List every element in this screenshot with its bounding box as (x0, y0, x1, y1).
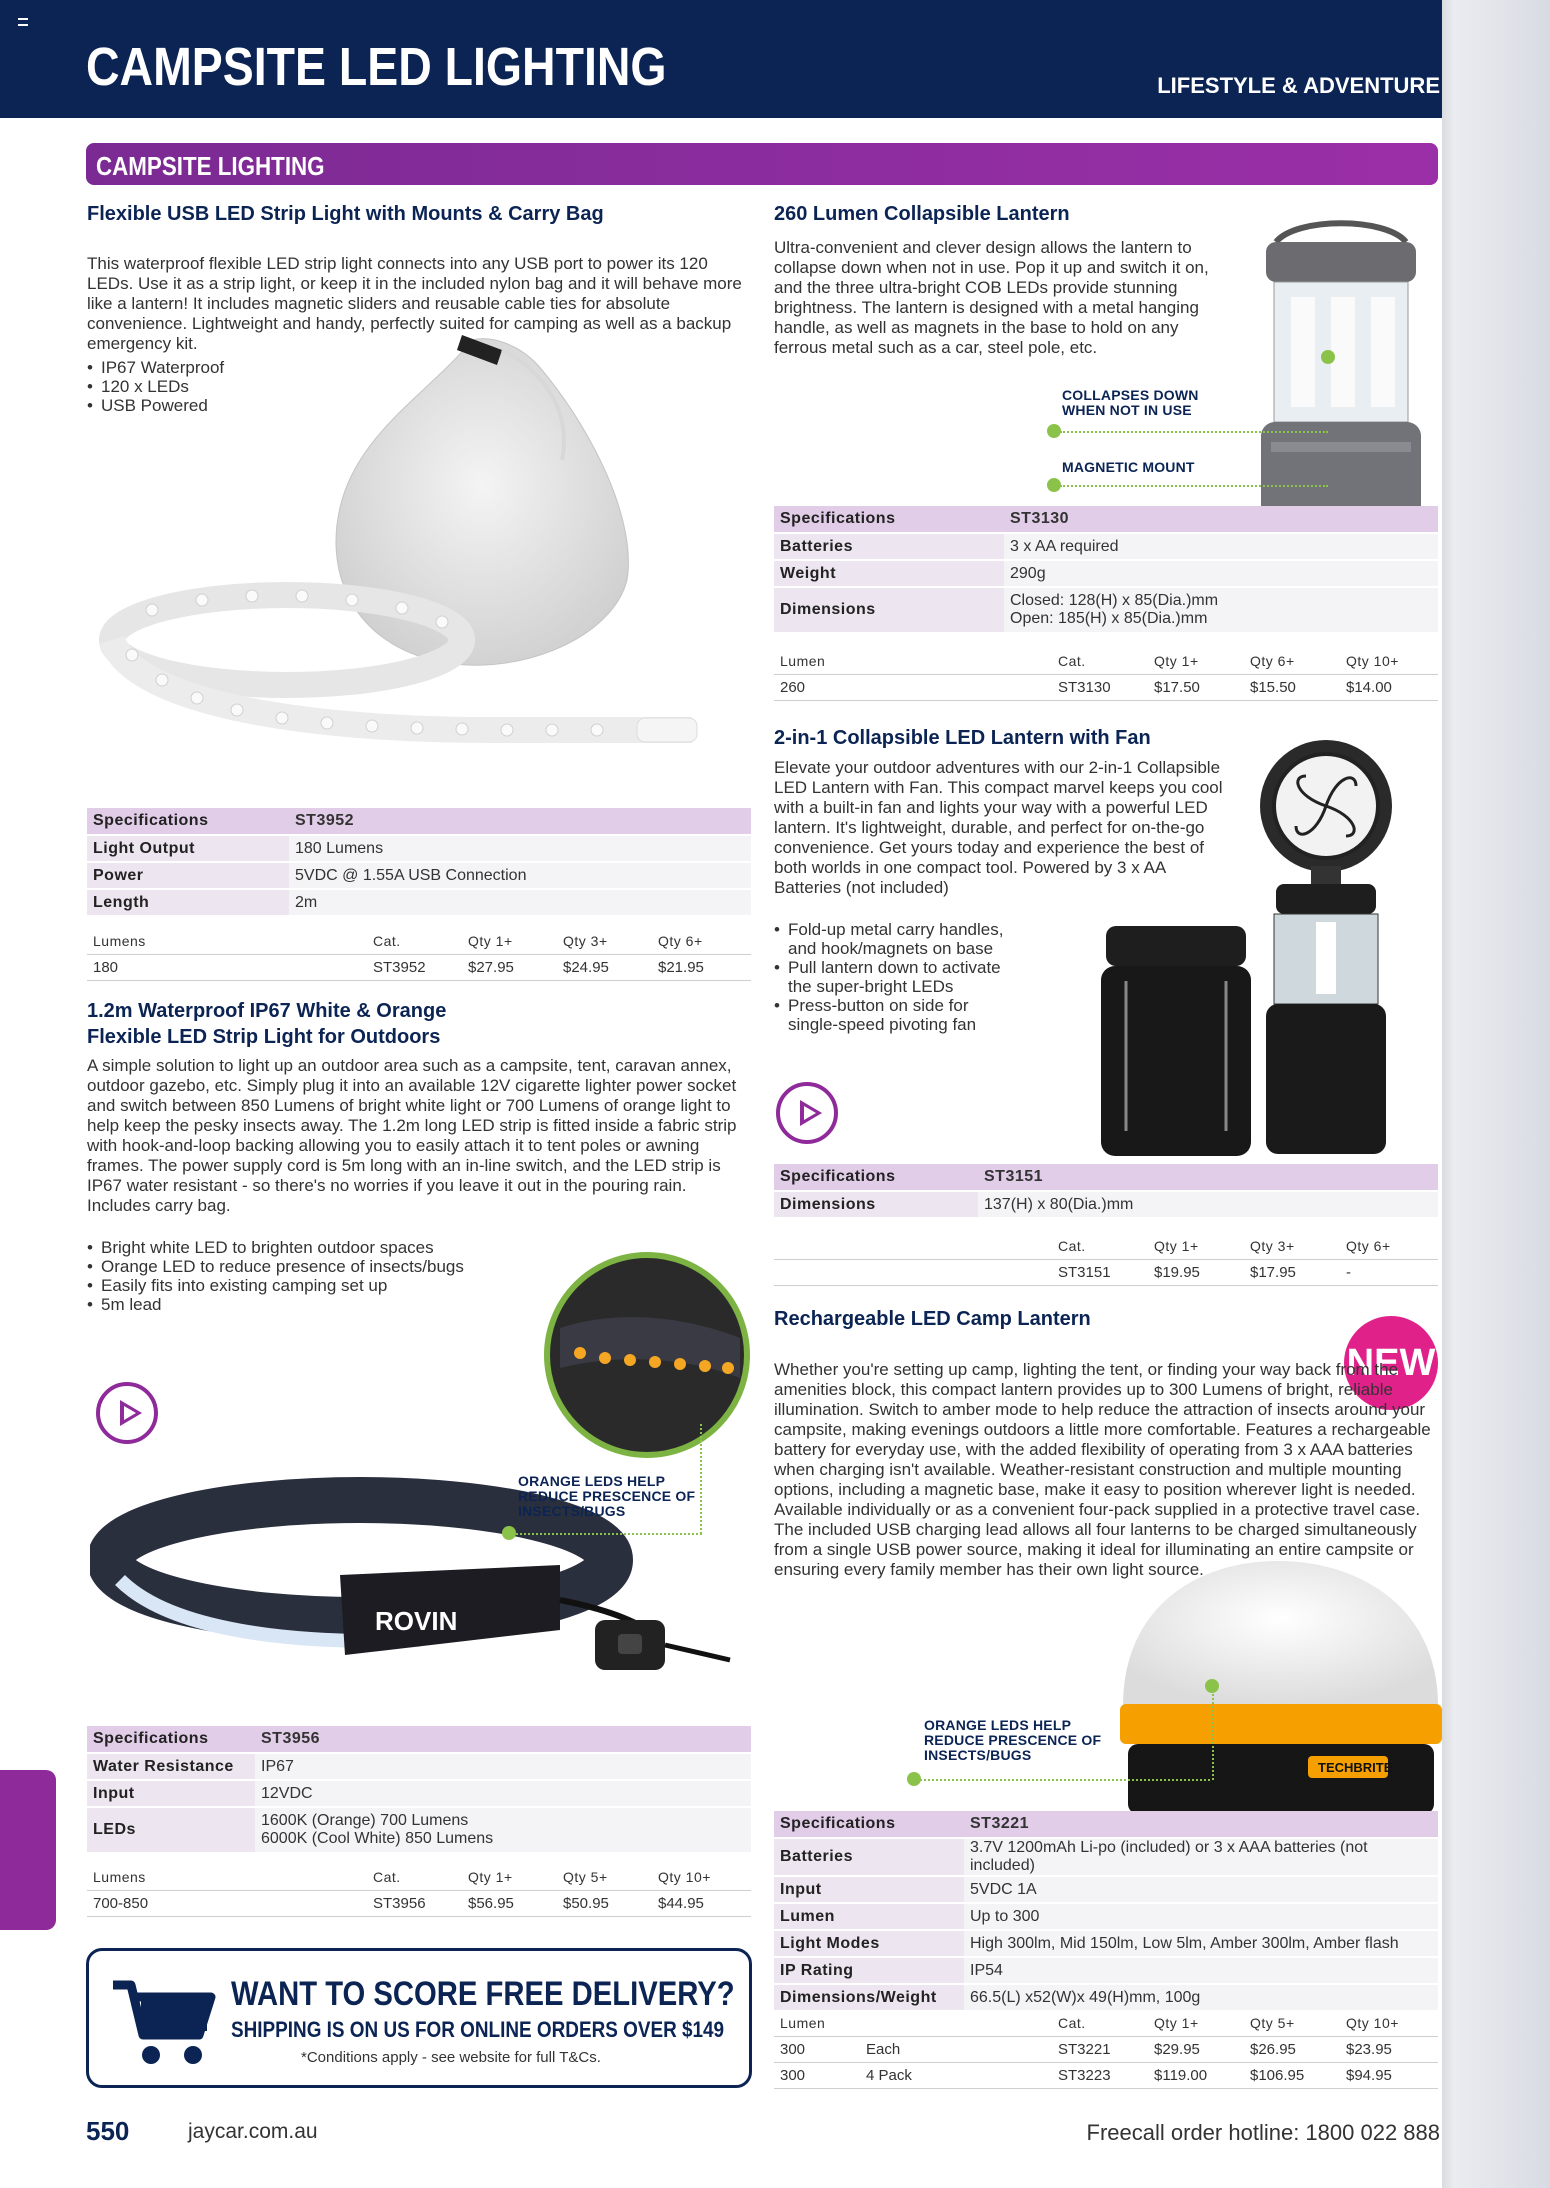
spec-header: Specifications (87, 808, 289, 835)
product-title: 2-in-1 Collapsible LED Lantern with Fan (774, 727, 1151, 749)
new-badge: NEW (1344, 1316, 1438, 1410)
price-header: Qty 10+ (652, 1864, 751, 1890)
product-title-line2: Flexible LED Strip Light for Outdoors (87, 1026, 441, 1048)
category-banner-label: CAMPSITE LIGHTING (96, 151, 325, 181)
spec-value: 3 x AA required (1004, 533, 1438, 560)
price-cell: $21.95 (652, 954, 751, 980)
price-header: Qty 6+ (1244, 648, 1340, 674)
table-row (87, 1890, 751, 1916)
website-link[interactable]: jaycar.com.au (188, 2120, 318, 2143)
feature-list (774, 920, 1054, 1034)
callout-leader (700, 1424, 702, 1534)
spec-key: Dimensions (774, 587, 1004, 633)
price-cell: $24.95 (557, 954, 652, 980)
page-header (0, 0, 1550, 118)
price-header: Lumen (774, 2010, 860, 2036)
spec-value: 66.5(L) x52(W)x 49(H)mm, 100g (964, 1984, 1438, 2011)
spec-header: Specifications (774, 1164, 978, 1191)
spec-value: 12VDC (255, 1780, 751, 1807)
price-header: Qty 1+ (1148, 2010, 1244, 2036)
price-cell: ST3130 (1052, 674, 1148, 700)
callout-dot (1047, 478, 1061, 492)
section-tab[interactable] (0, 1770, 56, 1930)
price-cell: - (1340, 1259, 1438, 1285)
price-header: Cat. (1052, 2010, 1148, 2036)
price-cell: ST3952 (367, 954, 462, 980)
price-header: Cat. (1052, 1233, 1148, 1259)
price-cell: $17.50 (1148, 674, 1244, 700)
spec-key: Input (87, 1780, 255, 1807)
insect-callout: ORANGE LEDS HELP REDUCE PRESCENCE OF INSECTS/BUGS (924, 1717, 1102, 1763)
price-header: Qty 1+ (1148, 648, 1244, 674)
spec-key: Water Resistance (87, 1753, 255, 1780)
price-cell: ST3956 (367, 1890, 462, 1916)
price-cell: 4 Pack (860, 2062, 1052, 2088)
product-title: Rechargeable LED Camp Lantern (774, 1308, 1091, 1330)
section-label: LIFESTYLE & ADVENTURE (1157, 73, 1440, 98)
price-cell: $106.95 (1244, 2062, 1340, 2088)
spec-key: Lumen (774, 1903, 964, 1930)
spec-header: Specifications (774, 506, 1004, 533)
price-header: Cat. (367, 1864, 462, 1890)
spec-header: Specifications (87, 1726, 255, 1753)
led-strip-bag-image (92, 310, 722, 760)
promo-headline: WANT TO SCORE FREE DELIVERY? (231, 1975, 735, 2013)
spec-value: Up to 300 (964, 1903, 1438, 1930)
price-header: Qty 10+ (1340, 2010, 1438, 2036)
price-header: Cat. (367, 928, 462, 954)
feature-list (87, 1238, 557, 1314)
spec-key: Batteries (774, 533, 1004, 560)
spec-key: Light Modes (774, 1930, 964, 1957)
spec-value: Closed: 128(H) x 85(Dia.)mm Open: 185(H) x 85(Dia.)mm (1004, 587, 1438, 633)
price-cell: $50.95 (557, 1890, 652, 1916)
feature-item: • Pull lantern down to activate the super-bright LEDs (774, 958, 1054, 996)
price-table (87, 1864, 751, 1917)
callout-leader (512, 1533, 702, 1535)
price-cell: $23.95 (1340, 2036, 1438, 2062)
feature-item: • IP67 Waterproof (87, 358, 327, 377)
table-row (774, 1259, 1438, 1285)
spec-key: Batteries (774, 1838, 964, 1876)
spec-key: Dimensions/Weight (774, 1984, 964, 2011)
spec-table (774, 506, 1438, 634)
callout-leader (920, 1779, 1210, 1781)
table-row (774, 674, 1438, 700)
spec-key: Input (774, 1876, 964, 1903)
callout-leader (1060, 485, 1328, 487)
price-cell: $17.95 (1244, 1259, 1340, 1285)
spec-key: IP Rating (774, 1957, 964, 1984)
price-cell: $119.00 (1148, 2062, 1244, 2088)
spec-table (774, 1164, 1438, 1219)
spec-cat: ST3221 (964, 1811, 1438, 1838)
feature-item: • USB Powered (87, 396, 327, 415)
price-cell: 180 (87, 954, 367, 980)
price-header: Qty 6+ (1340, 1233, 1438, 1259)
spec-key: Dimensions (774, 1191, 978, 1218)
price-header: Lumens (87, 1864, 367, 1890)
description-text: This waterproof flexible LED strip light connects into any USB port to power its 120 LEDs. Use it as a strip light, or keep it in the included nylon bag and it will behave more like a lantern! It includes magnetic sliders and reusable cable ties for absolute convenience. Lightweight and handy, perfectly suited for camping as well as a backup emergency kit. (87, 254, 742, 353)
spec-cat: ST3151 (978, 1164, 1438, 1191)
callout-leader (1060, 431, 1328, 433)
callout-leader (1212, 1694, 1214, 1780)
spec-key: Weight (774, 560, 1004, 587)
spec-value: High 300lm, Mid 150lm, Low 5lm, Amber 300lm, Amber flash (964, 1930, 1438, 1957)
price-cell: Each (860, 2036, 1052, 2062)
price-header: Lumen (774, 648, 1052, 674)
page-number: 550 (86, 2116, 130, 2146)
feature-item: • Bright white LED to brighten outdoor spaces (87, 1238, 557, 1257)
product-title: Flexible USB LED Strip Light with Mounts & Carry Bag (87, 203, 604, 225)
table-row (87, 954, 751, 980)
price-header (774, 1233, 1052, 1259)
price-cell: $94.95 (1340, 2062, 1438, 2088)
promo-conditions: *Conditions apply - see website for full T&Cs. (301, 2049, 601, 2066)
shopping-cart-icon (107, 1971, 217, 2071)
spec-table (774, 1811, 1438, 2012)
price-cell (774, 1259, 1052, 1285)
price-cell: $56.95 (462, 1890, 557, 1916)
price-header: Qty 3+ (1244, 1233, 1340, 1259)
price-cell: ST3221 (1052, 2036, 1148, 2062)
spec-key: Length (87, 889, 289, 916)
feature-item: • 5m lead (87, 1295, 557, 1314)
price-table (774, 1233, 1438, 1286)
price-cell: 300 (774, 2062, 860, 2088)
orange-led-closeup-image (540, 1248, 754, 1462)
price-table (87, 928, 751, 981)
feature-item: • 120 x LEDs (87, 377, 327, 396)
price-cell: $26.95 (1244, 2036, 1340, 2062)
product-description: A simple solution to light up an outdoor area such as a campsite, tent, caravan annex, outdoor gazebo, etc. Simply plug it into an available 12V cigarette lighter power socket and switch between 850 Lumens of bright white light or 700 Lumens of orange light to help keep the pesky insects away. The 1.2m long LED strip is fitted inside a fabric strip with hook-and-loop backing allowing you to easily attach it to tent poles or awning frames. The power supply cord is 5m long with an in-line switch, and the LED strip is IP67 water resistant - so there's no worries if you leave it out in the pouring rain. Includes carry bag. (87, 1056, 737, 1215)
price-header: Qty 3+ (557, 928, 652, 954)
play-video-button[interactable] (96, 1382, 158, 1444)
price-cell: $29.95 (1148, 2036, 1244, 2062)
brand-logo-text: ROVIN (375, 1606, 458, 1636)
product-title-line1: 1.2m Waterproof IP67 White & Orange (87, 1000, 447, 1022)
price-cell: $44.95 (652, 1890, 751, 1916)
price-header: Qty 5+ (557, 1864, 652, 1890)
promo-subheadline: SHIPPING IS ON US FOR ONLINE ORDERS OVER $149 (231, 2017, 725, 2042)
feature-item: • Orange LED to reduce presence of insects/bugs (87, 1257, 557, 1276)
spec-value: 5VDC 1A (964, 1876, 1438, 1903)
price-cell: $15.50 (1244, 674, 1340, 700)
price-cell: $19.95 (1148, 1259, 1244, 1285)
price-cell: 260 (774, 674, 1052, 700)
spec-value: 3.7V 1200mAh Li-po (included) or 3 x AAA batteries (not included) (964, 1838, 1438, 1876)
price-cell: 700-850 (87, 1890, 367, 1916)
description-text: Whether you're setting up camp, lighting the tent, or finding your way back from the amenities block, this compact lantern provides up to 300 Lumens of bright, reliable illumination. Switch to amber mode to help reduce the attraction of insects around your campsite, making evenings outdoors a little more comfortable. Features a rechargeable battery for everyday use, with the added flexibility of operating from 3 x AAA batteries when charging isn't available. Weather-resistant construction and multiple mounting options, including a magnetic base, make it easy to position wherever light is needed. Available individually or as a convenient four-pack supplied in a protective travel case. The included USB charging lead allows all four lanterns to be charged simultaneously from a single USB power source, making it ideal for illuminating an entire campsite or ensuring every family member has their own light source. (774, 1360, 1431, 1579)
feature-item: • Press-button on side for single-speed pivoting fan (774, 996, 1054, 1034)
price-cell: ST3223 (1052, 2062, 1148, 2088)
order-hotline: Freecall order hotline: 1800 022 888 (1086, 2120, 1440, 2145)
price-cell: $27.95 (462, 954, 557, 980)
lantern-fan-image (1086, 726, 1446, 1162)
price-header: Qty 1+ (1148, 1233, 1244, 1259)
page-title: CAMPSITE LED LIGHTING (86, 37, 667, 97)
spec-value: 1600K (Orange) 700 Lumens 6000K (Cool White) 850 Lumens (255, 1807, 751, 1853)
spec-table (87, 1726, 751, 1854)
collapse-callout: COLLAPSES DOWN WHEN NOT IN USE (1062, 387, 1199, 418)
menu-icon[interactable] (18, 18, 28, 26)
callout-dot (1047, 424, 1061, 438)
spec-key: LEDs (87, 1807, 255, 1853)
price-header: Qty 1+ (462, 928, 557, 954)
price-table (774, 648, 1438, 701)
price-cell: 300 (774, 2036, 860, 2062)
category-banner (86, 143, 1438, 185)
play-video-button[interactable] (776, 1082, 838, 1144)
spec-cat: ST3130 (1004, 506, 1438, 533)
table-row (774, 2062, 1438, 2088)
spec-cat: ST3956 (255, 1726, 751, 1753)
price-cell: ST3151 (1052, 1259, 1148, 1285)
spec-key: Light Output (87, 835, 289, 862)
spec-value: IP67 (255, 1753, 751, 1780)
feature-item: • Easily fits into existing camping set up (87, 1276, 557, 1295)
price-header: Qty 5+ (1244, 2010, 1340, 2036)
page-edge (1442, 0, 1550, 2188)
price-cell: $14.00 (1340, 674, 1438, 700)
product-title: 260 Lumen Collapsible Lantern (774, 203, 1070, 225)
callout-dot (907, 1772, 921, 1786)
spec-value: IP54 (964, 1957, 1438, 1984)
price-header: Qty 1+ (462, 1864, 557, 1890)
spec-value: 137(H) x 80(Dia.)mm (978, 1191, 1438, 1218)
spec-value: 290g (1004, 560, 1438, 587)
spec-header: Specifications (774, 1811, 964, 1838)
price-header: Cat. (1052, 648, 1148, 674)
free-delivery-promo[interactable] (86, 1948, 752, 2088)
magnet-callout: MAGNETIC MOUNT (1062, 459, 1195, 475)
spec-key: Power (87, 862, 289, 889)
price-header: Qty 6+ (652, 928, 751, 954)
camp-lantern-image (1118, 1556, 1452, 1828)
product-description: Elevate your outdoor adventures with our 2-in-1 Collapsible LED Lantern with Fan. This compact marvel keeps you cool with a built-in fan and lights your way with a powerful LED lantern. It's lightweight, durable, and perfect for on-the-go convenience. Get yours today and experience the best of both worlds in one compact tool. Powered by 3 x AA Batteries (not included) (774, 758, 1223, 897)
price-header: Lumens (87, 928, 367, 954)
price-table (774, 2010, 1438, 2089)
insect-callout: ORANGE LEDS HELP REDUCE PRESCENCE OF INSECTS/BUGS (518, 1473, 696, 1519)
feature-item: • Fold-up metal carry handles, and hook/magnets on base (774, 920, 1054, 958)
callout-dot (502, 1526, 516, 1540)
price-header: Qty 10+ (1340, 648, 1438, 674)
table-row (774, 2036, 1438, 2062)
spec-value: 180 Lumens (289, 835, 751, 862)
price-header (860, 2010, 1052, 2036)
spec-value: 2m (289, 889, 751, 916)
product-description: Ultra-convenient and clever design allows the lantern to collapse down when not in use. Pop it up and switch it on, and the three ultra-bright COB LEDs provide stunning brightness. The lantern is designed with a metal hanging handle, as well as magnets in the base to hold on any ferrous metal such as a car, steel pole, etc. (774, 238, 1209, 357)
spec-value: 5VDC @ 1.55A USB Connection (289, 862, 751, 889)
spec-table (87, 808, 751, 917)
brand-logo-text: TECHBRITE (1318, 1760, 1393, 1775)
spec-cat: ST3952 (289, 808, 751, 835)
